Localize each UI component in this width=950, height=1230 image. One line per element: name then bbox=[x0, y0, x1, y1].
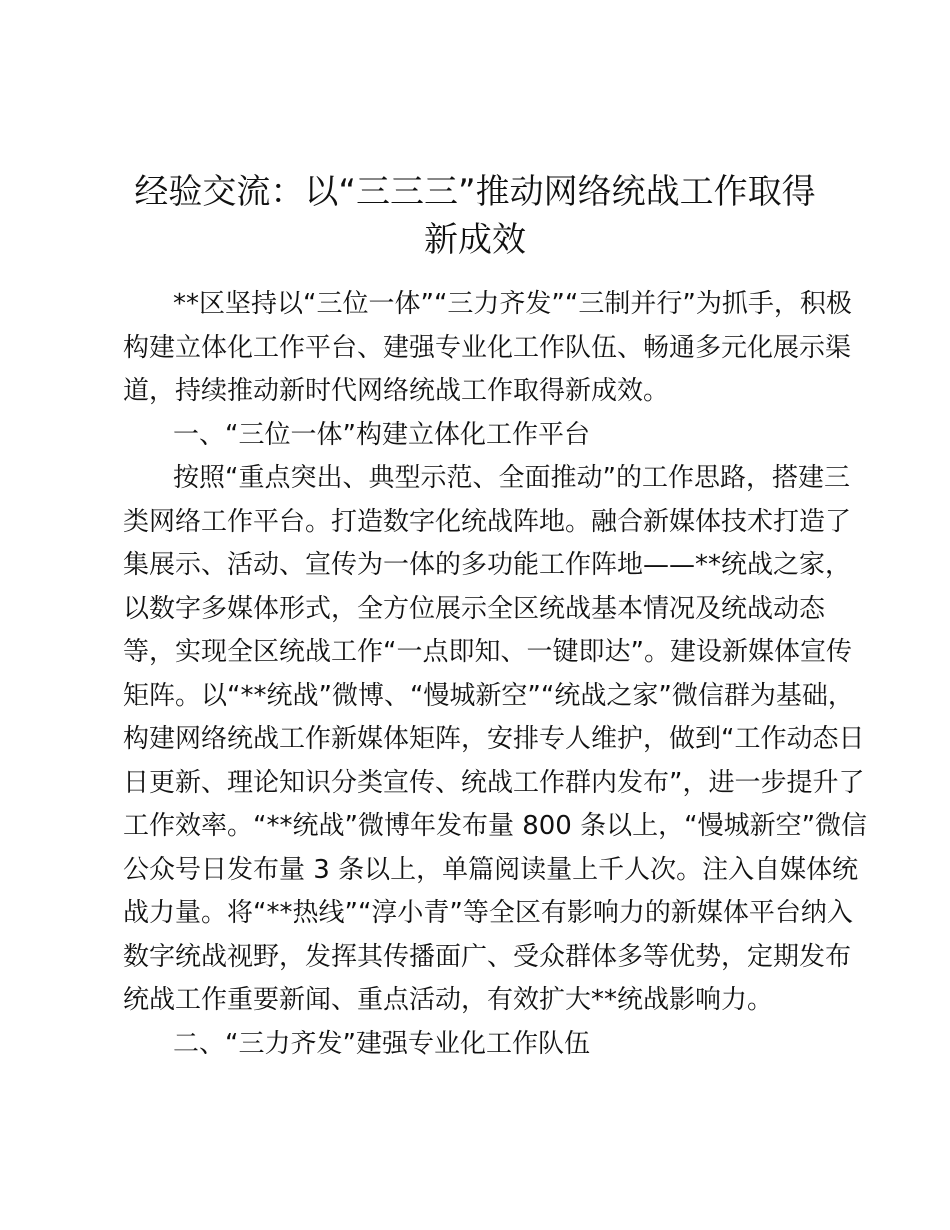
document-title bbox=[110, 168, 840, 264]
paragraph-line: 按照“重点突出、典型示范、全面推动”的工作思路，搭建三 bbox=[173, 463, 850, 493]
paragraph-line: 工作效率。“**统战”微博年发布量 800 条以上，“慢城新空”微信 bbox=[123, 811, 868, 841]
paragraph-line: 数字统战视野，发挥其传播面广、受众群体多等优势，定期发布 bbox=[123, 942, 852, 972]
paragraph-line: 矩阵。以“**统战”微博、“慢城新空”“统战之家”微信群为基础， bbox=[123, 681, 854, 711]
paragraph-line: 日更新、理论知识分类宣传、统战工作群内发布”，进一步提升了 bbox=[123, 768, 865, 798]
section-heading-2: 二、“三力齐发”建强专业化工作队伍 bbox=[173, 1029, 590, 1059]
title-line-2: 新成效 bbox=[424, 220, 526, 260]
paragraph-line: 公众号日发布量 3 条以上，单篇阅读量上千人次。注入自媒体统 bbox=[123, 855, 859, 885]
paragraph-line: 统战工作重要新闻、重点活动，有效扩大**统战影响力。 bbox=[123, 985, 774, 1015]
paragraph-line: 战力量。将“**热线”“淳小青”等全区有影响力的新媒体平台纳入 bbox=[123, 898, 853, 928]
section-heading-1: 一、“三位一体”构建立体化工作平台 bbox=[173, 420, 590, 450]
paragraph-line: 类网络工作平台。打造数字化统战阵地。融合新媒体技术打造了 bbox=[123, 507, 852, 537]
paragraph-line: 以数字多媒体形式，全方位展示全区统战基本情况及统战动态 bbox=[123, 594, 826, 624]
title-line-1: 经验交流：以“三三三”推动网络统战工作取得 bbox=[134, 172, 816, 212]
paragraph-line: 构建网络统战工作新媒体矩阵，安排专人维护，做到“工作动态日 bbox=[123, 724, 865, 754]
paragraph-line: 构建立体化工作平台、建强专业化工作队伍、畅通多元化展示渠 bbox=[123, 333, 852, 363]
paragraph-line: 集展示、活动、宣传为一体的多功能工作阵地——**统战之家， bbox=[123, 550, 852, 580]
paragraph-line: 道，持续推动新时代网络统战工作取得新成效。 bbox=[123, 376, 670, 406]
paragraph-line: 等，实现全区统战工作“一点即知、一键即达”。建设新媒体宣传 bbox=[123, 637, 852, 667]
paragraph-line: **区坚持以“三位一体”“三力齐发”“三制并行”为抓手，积极 bbox=[173, 289, 852, 319]
